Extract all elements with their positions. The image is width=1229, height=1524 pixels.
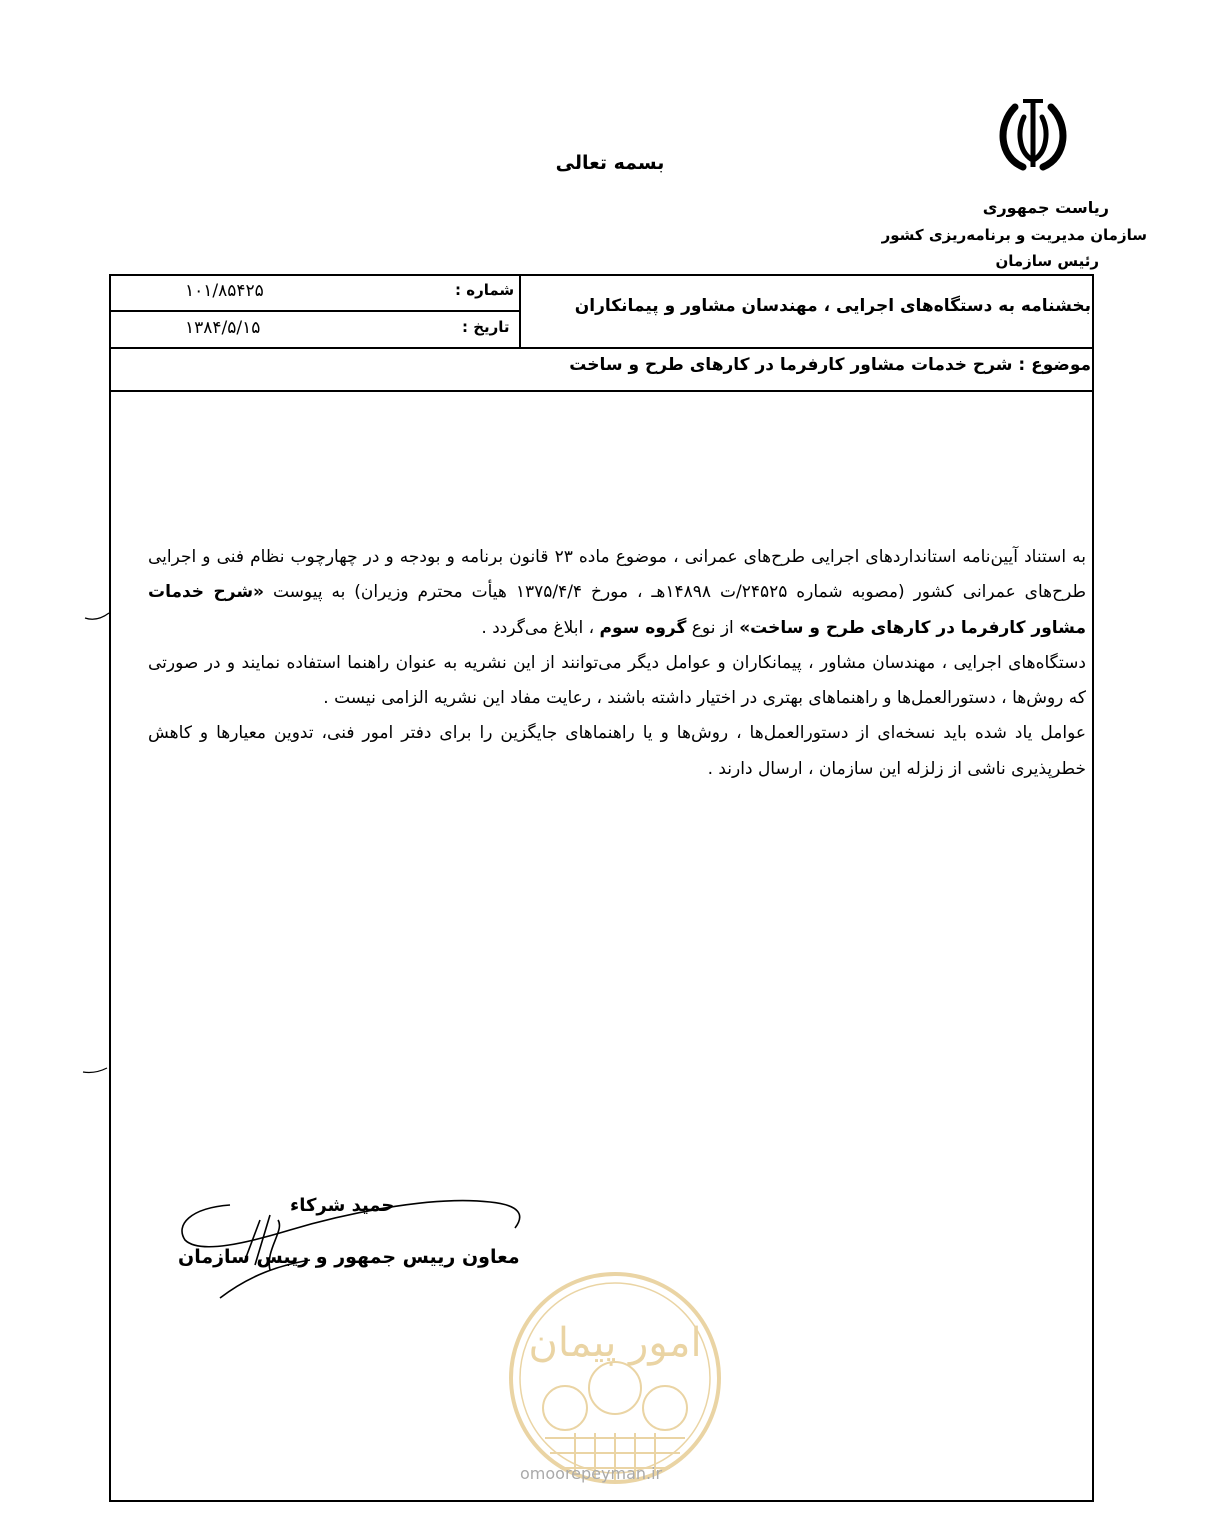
org-management-planning: سازمان مدیریت و برنامه‌ریزی کشور <box>881 226 1147 244</box>
org-head: رئیس سازمان <box>995 252 1099 270</box>
date-value: ۱۳۸۴/۵/۱۵ <box>185 318 261 338</box>
publication-title: «شرح خدمات مشاور کارفرما در کارهای طرح و ساخت» <box>148 582 1086 638</box>
paragraph-1 <box>148 540 1086 646</box>
paragraph-3: عوامل یاد شده باید نسخه‌ای از دستورالعمل‌ها ، روش‌ها و یا راهنماهای جایگزین را برای دفتر امور فنی، تدوین معیارها و کاهش خطرپذیری ناشی از زلزله این سازمان ، ارسال دارند . <box>148 723 1086 779</box>
margin-mark <box>84 610 110 622</box>
circular-recipients: بخشنامه به دستگاه‌های اجرایی ، مهندسان مشاور و پیمانکاران <box>574 296 1091 316</box>
group-type: گروه سوم <box>599 617 687 638</box>
subject-line: موضوع : شرح خدمات مشاور کارفرما در کارهای طرح و ساخت <box>569 355 1091 375</box>
letter-body <box>148 540 1086 787</box>
margin-mark <box>82 1064 108 1076</box>
signer-name: حمید شرکاء <box>290 1195 395 1216</box>
watermark-url: omoorepeyman.ir <box>520 1464 663 1483</box>
paragraph-2: دستگاه‌های اجرایی ، مهندسان مشاور ، پیمانکاران و عوامل دیگر می‌توانند از این نشریه به عنوان راهنما استفاده نمایند و در صورتی که روش‌ها ، دستورالعمل‌ها و راهنماهای بهتری در اختیار داشته باشند ، رعایت مفاد این نشریه الزامی نیست . <box>148 652 1086 709</box>
number-value: ۱۰۱/۸۵۴۲۵ <box>185 281 264 301</box>
date-label: تاریخ : <box>462 318 510 336</box>
seal-text: امور پیمان <box>528 1320 702 1366</box>
divider <box>111 310 521 312</box>
signer-title: معاون رییس جمهور و رییس سازمان <box>178 1246 520 1268</box>
divider <box>111 347 1092 349</box>
org-presidency: ریاست جمهوری <box>982 198 1109 217</box>
basmala: بسمه تعالی <box>555 152 665 174</box>
divider <box>519 276 521 347</box>
iran-emblem-icon <box>993 95 1073 175</box>
number-label: شماره : <box>455 281 515 299</box>
divider <box>111 390 1092 392</box>
paragraph-1-text: به استناد آیین‌نامه استانداردهای اجرایی طرح‌های عمرانی ، موضوع ماده ۲۳ قانون برنامه و بودجه و در چهارچوب نظام فنی و اجرایی طرح‌های عمرانی کشور (مصوبه شماره ۲۴۵۲۵/ت ۱۴۸۹۸هـ ، مورخ ۱۳۷۵/۴/۴ هیأت محترم وزیران) به پیوست <box>148 547 1087 603</box>
paragraph-1-text: از نوع <box>686 617 740 638</box>
paragraph-1-text: ، ابلاغ می‌گردد . <box>481 617 600 638</box>
